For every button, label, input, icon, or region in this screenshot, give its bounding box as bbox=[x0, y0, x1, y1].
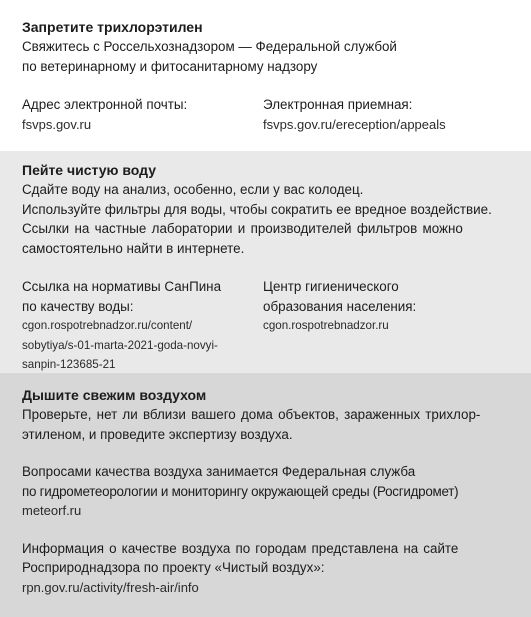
sanpin-block bbox=[22, 277, 263, 375]
section-clean-water bbox=[0, 151, 531, 373]
reception-label: Электронная приемная: bbox=[263, 97, 413, 112]
sanpin-label: Ссылка на нормативы СанПина bbox=[22, 279, 222, 294]
air-info-block bbox=[22, 539, 509, 598]
text-line: самостоятельно найти в интернете. bbox=[22, 240, 245, 256]
text-line: Свяжитесь с Россельхознадзором — Федеральной службой bbox=[22, 39, 397, 54]
sanpin-link[interactable]: sanpin-123685-21 bbox=[22, 358, 116, 371]
text-line: Ссылки на частные лаборатории и производителей фильтров можно bbox=[22, 221, 463, 236]
text-line: Сдайте воду на анализ, особенно, если у вас колодец. bbox=[22, 182, 364, 197]
contact-columns bbox=[22, 95, 509, 134]
email-label: Адрес электронной почты: bbox=[22, 97, 188, 112]
hygiene-center-block bbox=[263, 277, 509, 375]
text-line: по гидрометеорологии и мониторингу окружающей среды (Росгидромет) bbox=[22, 483, 459, 499]
section-fresh-air bbox=[0, 373, 531, 617]
center-link[interactable]: cgon.rospotrebnadzor.ru bbox=[263, 319, 389, 332]
email-block bbox=[22, 95, 263, 134]
center-label: образования населения: bbox=[263, 298, 417, 314]
text-line: Вопросами качества воздуха занимается Федеральная служба bbox=[22, 464, 416, 479]
text-line: Росприроднадзора по проекту «Чистый воздух»: bbox=[22, 560, 325, 575]
roshydromet-block bbox=[22, 462, 509, 521]
section-ban-trichloroethylene bbox=[0, 0, 531, 151]
email-link[interactable]: fsvps.gov.ru bbox=[22, 116, 92, 132]
sanpin-link[interactable]: sobytiya/s-01-marta-2021-goda-novyi- bbox=[22, 338, 218, 352]
sanpin-label: по качеству воды: bbox=[22, 298, 134, 314]
section-title: Пейте чистую воду bbox=[22, 162, 156, 178]
reception-link[interactable]: fsvps.gov.ru/ereception/appeals bbox=[263, 116, 446, 132]
section-title: Запретите трихлорэтилен bbox=[22, 19, 203, 35]
text-line: Информация о качестве воздуха по городам представлена на сайте bbox=[22, 540, 459, 556]
text-line: по ветеринарному и фитосанитарному надзору bbox=[22, 58, 318, 74]
center-label: Центр гигиенического bbox=[263, 279, 399, 294]
text-line: Используйте фильтры для воды, чтобы сократить ее вредное воздействие. bbox=[22, 201, 492, 217]
water-link-columns bbox=[22, 277, 509, 375]
text-line: Проверьте, нет ли вблизи вашего дома объектов, зараженных трихлор- bbox=[22, 407, 481, 422]
reception-block bbox=[263, 95, 509, 134]
section-title: Дышите свежим воздухом bbox=[22, 387, 207, 403]
fresh-air-link[interactable]: rpn.gov.ru/activity/fresh-air/info bbox=[22, 579, 199, 595]
text-line: этиленом, и проведите экспертизу воздуха. bbox=[22, 426, 293, 442]
meteorf-link[interactable]: meteorf.ru bbox=[22, 503, 82, 518]
sanpin-link[interactable]: cgon.rospotrebnadzor.ru/content/ bbox=[22, 319, 193, 332]
